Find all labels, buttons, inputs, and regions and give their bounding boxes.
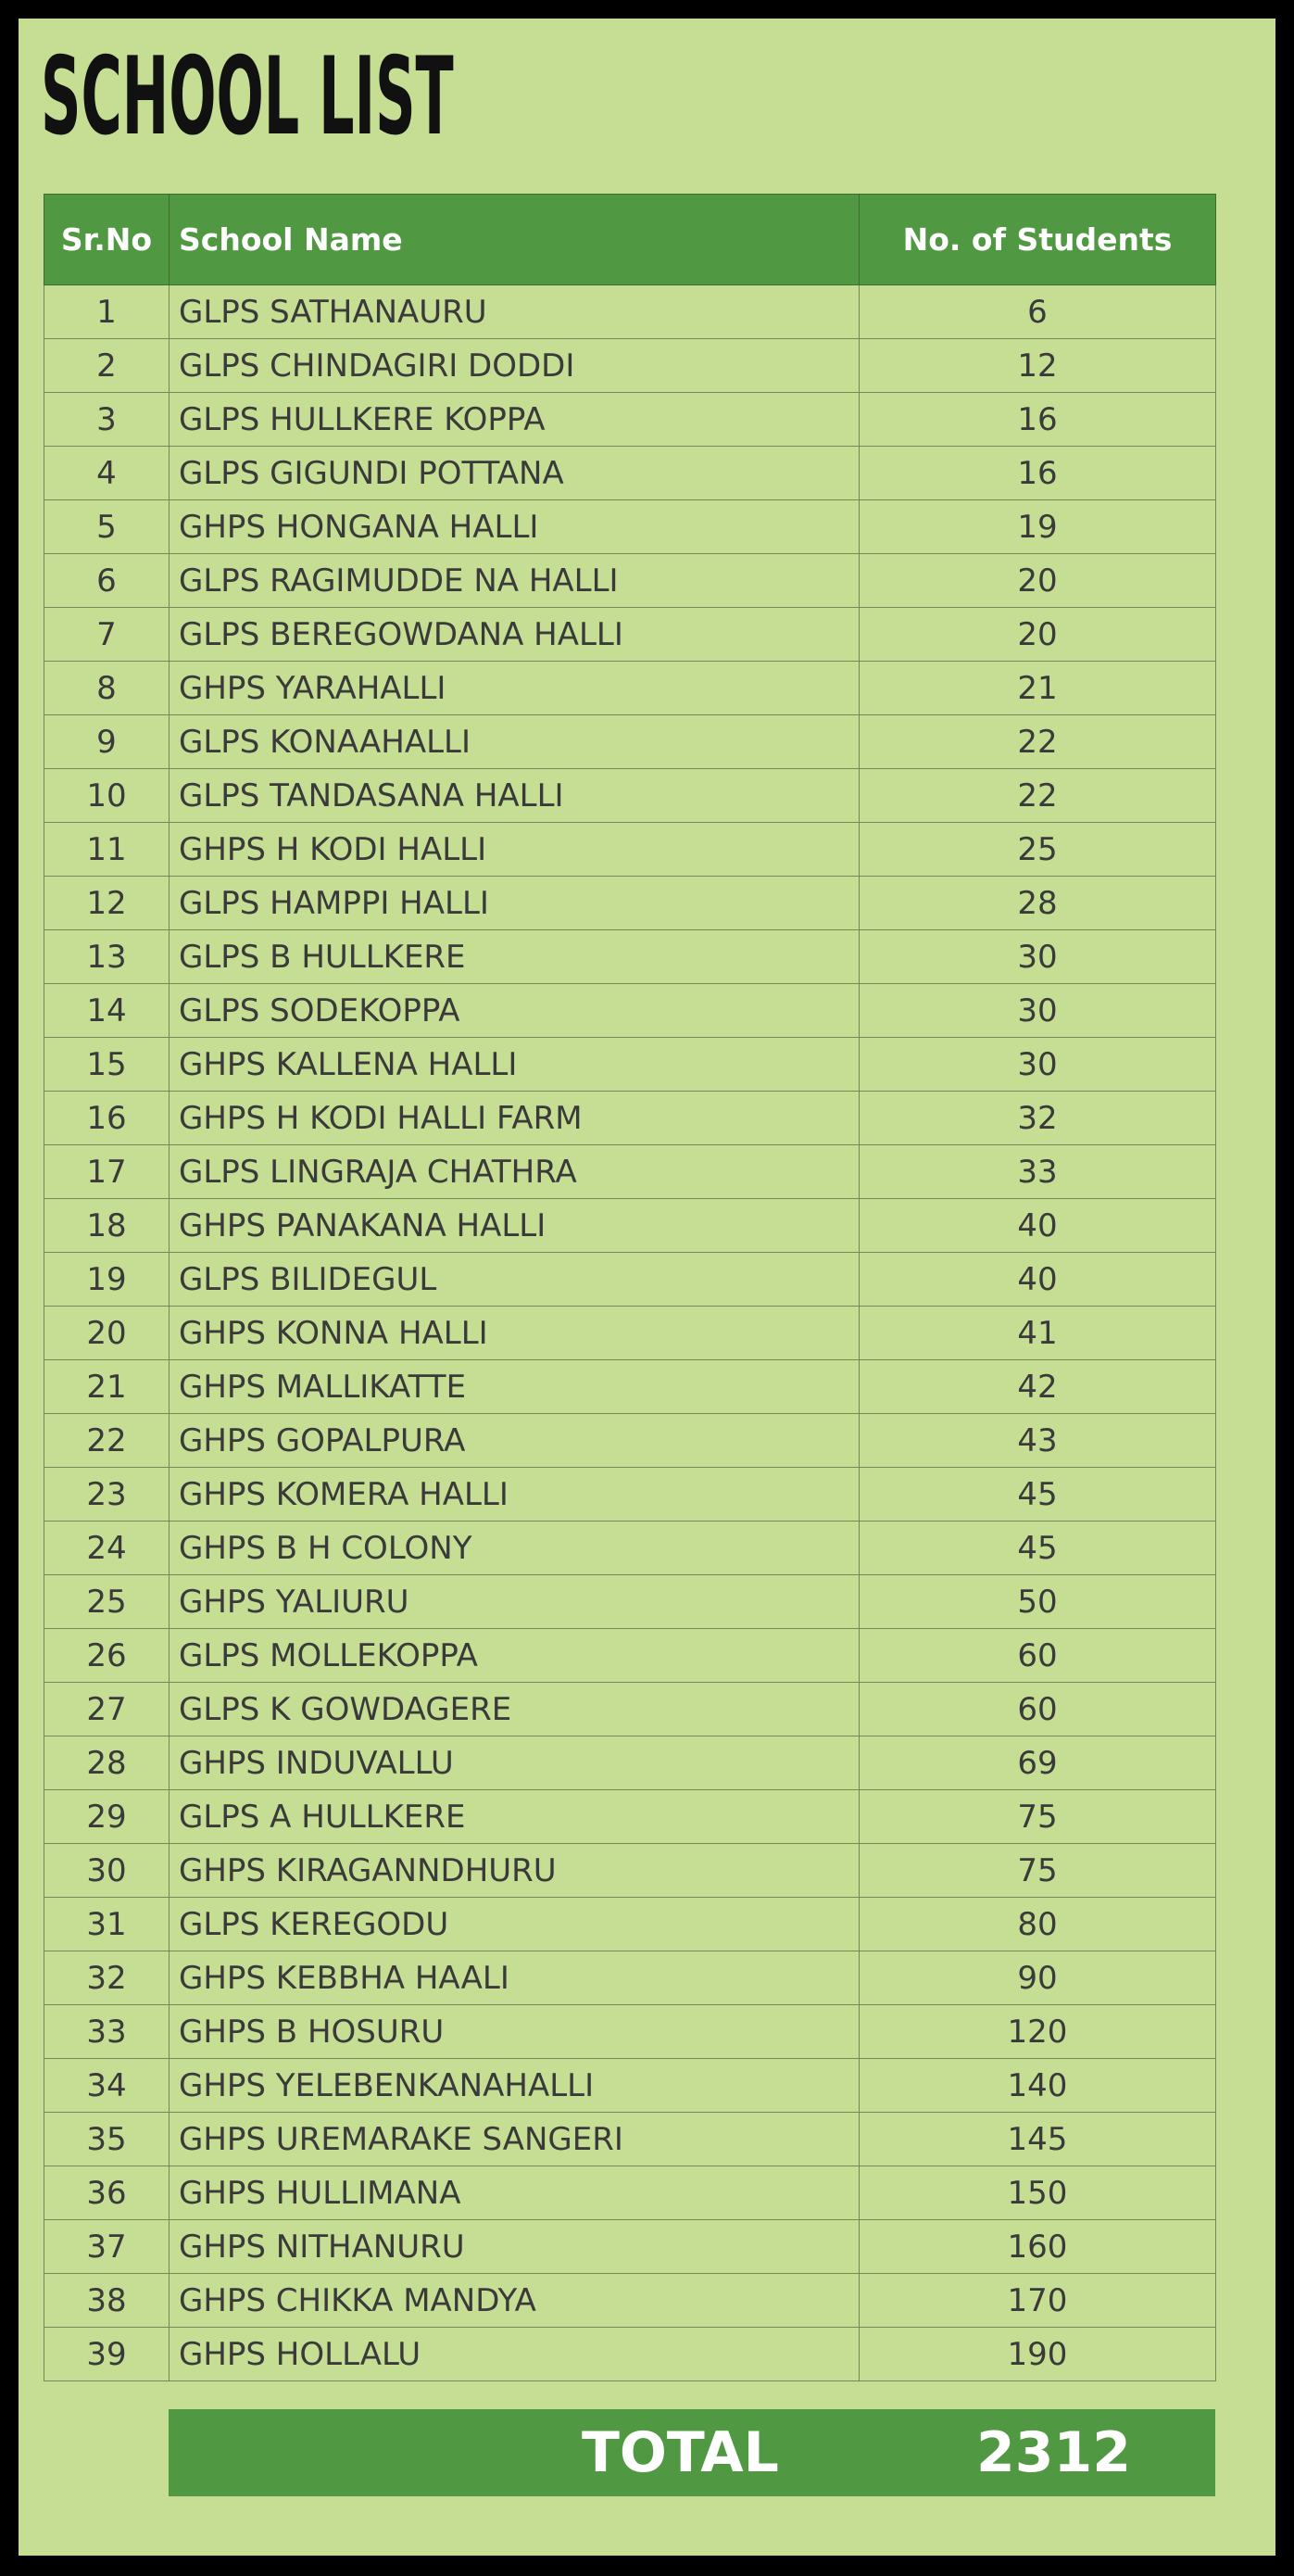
cell-student-count: 75 [860, 1844, 1216, 1898]
cell-srno: 7 [44, 608, 170, 662]
cell-student-count: 20 [860, 608, 1216, 662]
cell-school-name: GHPS YELEBENKANAHALLI [170, 2059, 860, 2113]
table-row [44, 769, 1216, 823]
table-row [44, 608, 1216, 662]
cell-school-name: GLPS MOLLEKOPPA [170, 1629, 860, 1683]
cell-student-count: 20 [860, 554, 1216, 608]
cell-school-name: GLPS TANDASANA HALLI [170, 769, 860, 823]
cell-school-name: GHPS B H COLONY [170, 1522, 860, 1575]
cell-student-count: 170 [860, 2274, 1216, 2328]
cell-srno: 12 [44, 877, 170, 930]
cell-student-count: 190 [860, 2328, 1216, 2381]
cell-srno: 26 [44, 1629, 170, 1683]
cell-srno: 34 [44, 2059, 170, 2113]
cell-student-count: 16 [860, 393, 1216, 447]
total-bar [169, 2409, 1215, 2496]
cell-student-count: 140 [860, 2059, 1216, 2113]
table-row [44, 1468, 1216, 1522]
cell-student-count: 45 [860, 1522, 1216, 1575]
table-row [44, 715, 1216, 769]
cell-srno: 35 [44, 2113, 170, 2166]
cell-srno: 1 [44, 285, 170, 339]
column-header-srno: Sr.No [44, 195, 170, 285]
table-row [44, 1736, 1216, 1790]
cell-srno: 27 [44, 1683, 170, 1736]
table-row [44, 1360, 1216, 1414]
cell-srno: 29 [44, 1790, 170, 1844]
cell-school-name: GHPS KOMERA HALLI [170, 1468, 860, 1522]
cell-student-count: 43 [860, 1414, 1216, 1468]
cell-srno: 11 [44, 823, 170, 877]
cell-school-name: GHPS HONGANA HALLI [170, 500, 860, 554]
cell-srno: 33 [44, 2005, 170, 2059]
cell-student-count: 19 [860, 500, 1216, 554]
table-row [44, 877, 1216, 930]
cell-srno: 5 [44, 500, 170, 554]
cell-school-name: GHPS H KODI HALLI [170, 823, 860, 877]
table-row [44, 285, 1216, 339]
column-header-school-name: School Name [170, 195, 860, 285]
cell-srno: 17 [44, 1145, 170, 1199]
cell-school-name: GLPS CHINDAGIRI DODDI [170, 339, 860, 393]
table-row [44, 1790, 1216, 1844]
cell-student-count: 40 [860, 1199, 1216, 1253]
cell-student-count: 41 [860, 1307, 1216, 1360]
cell-srno: 10 [44, 769, 170, 823]
cell-student-count: 69 [860, 1736, 1216, 1790]
cell-student-count: 160 [860, 2220, 1216, 2274]
cell-srno: 37 [44, 2220, 170, 2274]
cell-school-name: GHPS KALLENA HALLI [170, 1038, 860, 1092]
cell-student-count: 21 [860, 662, 1216, 715]
cell-student-count: 75 [860, 1790, 1216, 1844]
cell-school-name: GHPS KONNA HALLI [170, 1307, 860, 1360]
cell-srno: 19 [44, 1253, 170, 1307]
cell-school-name: GHPS HOLLALU [170, 2328, 860, 2381]
cell-srno: 21 [44, 1360, 170, 1414]
table-row [44, 447, 1216, 500]
table-row [44, 2328, 1216, 2381]
table-row [44, 662, 1216, 715]
cell-srno: 23 [44, 1468, 170, 1522]
cell-srno: 16 [44, 1092, 170, 1145]
table-row [44, 1199, 1216, 1253]
table-row [44, 554, 1216, 608]
table-row [44, 1038, 1216, 1092]
cell-srno: 2 [44, 339, 170, 393]
table-row [44, 1629, 1216, 1683]
cell-school-name: GHPS KIRAGANNDHURU [170, 1844, 860, 1898]
cell-school-name: GLPS B HULLKERE [170, 930, 860, 984]
cell-student-count: 40 [860, 1253, 1216, 1307]
table-row [44, 1683, 1216, 1736]
table-row [44, 1414, 1216, 1468]
cell-srno: 9 [44, 715, 170, 769]
cell-srno: 38 [44, 2274, 170, 2328]
cell-srno: 8 [44, 662, 170, 715]
cell-student-count: 120 [860, 2005, 1216, 2059]
cell-student-count: 30 [860, 984, 1216, 1038]
table-row [44, 2113, 1216, 2166]
cell-student-count: 32 [860, 1092, 1216, 1145]
cell-school-name: GLPS SODEKOPPA [170, 984, 860, 1038]
cell-srno: 18 [44, 1199, 170, 1253]
cell-student-count: 25 [860, 823, 1216, 877]
cell-school-name: GLPS KEREGODU [170, 1898, 860, 1951]
cell-school-name: GLPS LINGRAJA CHATHRA [170, 1145, 860, 1199]
cell-school-name: GHPS KEBBHA HAALI [170, 1951, 860, 2005]
cell-student-count: 16 [860, 447, 1216, 500]
cell-srno: 4 [44, 447, 170, 500]
cell-school-name: GHPS INDUVALLU [170, 1736, 860, 1790]
cell-school-name: GHPS B HOSURU [170, 2005, 860, 2059]
cell-srno: 25 [44, 1575, 170, 1629]
cell-srno: 13 [44, 930, 170, 984]
cell-school-name: GLPS KONAAHALLI [170, 715, 860, 769]
cell-srno: 39 [44, 2328, 170, 2381]
table-row [44, 1307, 1216, 1360]
cell-srno: 14 [44, 984, 170, 1038]
cell-school-name: GLPS SATHANAURU [170, 285, 860, 339]
table-row [44, 500, 1216, 554]
cell-srno: 15 [44, 1038, 170, 1092]
cell-srno: 24 [44, 1522, 170, 1575]
table-row [44, 984, 1216, 1038]
table-row [44, 2220, 1216, 2274]
cell-school-name: GHPS CHIKKA MANDYA [170, 2274, 860, 2328]
table-row [44, 393, 1216, 447]
table-row [44, 1898, 1216, 1951]
cell-school-name: GHPS HULLIMANA [170, 2166, 860, 2220]
cell-student-count: 30 [860, 930, 1216, 984]
cell-school-name: GHPS YALIURU [170, 1575, 860, 1629]
cell-srno: 20 [44, 1307, 170, 1360]
table-row [44, 1844, 1216, 1898]
table-row [44, 823, 1216, 877]
table-row [44, 1575, 1216, 1629]
cell-srno: 28 [44, 1736, 170, 1790]
table-row [44, 2274, 1216, 2328]
cell-school-name: GHPS H KODI HALLI FARM [170, 1092, 860, 1145]
cell-student-count: 42 [860, 1360, 1216, 1414]
table-row [44, 2005, 1216, 2059]
cell-student-count: 145 [860, 2113, 1216, 2166]
cell-school-name: GHPS YARAHALLI [170, 662, 860, 715]
cell-srno: 31 [44, 1898, 170, 1951]
cell-student-count: 33 [860, 1145, 1216, 1199]
cell-school-name: GLPS BILIDEGUL [170, 1253, 860, 1307]
cell-school-name: GHPS MALLIKATTE [170, 1360, 860, 1414]
total-label: TOTAL [582, 2420, 779, 2485]
school-table [44, 194, 1216, 2381]
cell-student-count: 6 [860, 285, 1216, 339]
cell-school-name: GLPS K GOWDAGERE [170, 1683, 860, 1736]
cell-student-count: 150 [860, 2166, 1216, 2220]
cell-school-name: GHPS PANAKANA HALLI [170, 1199, 860, 1253]
cell-srno: 30 [44, 1844, 170, 1898]
cell-student-count: 30 [860, 1038, 1216, 1092]
page-title: SCHOOL LIST [41, 34, 454, 159]
cell-student-count: 60 [860, 1629, 1216, 1683]
cell-student-count: 22 [860, 769, 1216, 823]
table-row [44, 2166, 1216, 2220]
table-row [44, 1253, 1216, 1307]
cell-school-name: GLPS BEREGOWDANA HALLI [170, 608, 860, 662]
cell-srno: 36 [44, 2166, 170, 2220]
cell-student-count: 12 [860, 339, 1216, 393]
cell-school-name: GLPS HULLKERE KOPPA [170, 393, 860, 447]
cell-student-count: 45 [860, 1468, 1216, 1522]
cell-student-count: 22 [860, 715, 1216, 769]
table-row [44, 339, 1216, 393]
cell-school-name: GHPS NITHANURU [170, 2220, 860, 2274]
table-row [44, 2059, 1216, 2113]
table-row [44, 1951, 1216, 2005]
table-row [44, 930, 1216, 984]
cell-school-name: GHPS GOPALPURA [170, 1414, 860, 1468]
total-value: 2312 [976, 2420, 1131, 2485]
cell-school-name: GLPS RAGIMUDDE NA HALLI [170, 554, 860, 608]
table-row [44, 1522, 1216, 1575]
cell-student-count: 28 [860, 877, 1216, 930]
cell-srno: 22 [44, 1414, 170, 1468]
table-row [44, 1145, 1216, 1199]
column-header-students: No. of Students [860, 195, 1216, 285]
cell-student-count: 60 [860, 1683, 1216, 1736]
cell-srno: 32 [44, 1951, 170, 2005]
cell-school-name: GHPS UREMARAKE SANGERI [170, 2113, 860, 2166]
cell-student-count: 90 [860, 1951, 1216, 2005]
cell-student-count: 50 [860, 1575, 1216, 1629]
cell-student-count: 80 [860, 1898, 1216, 1951]
table-header-row [44, 195, 1216, 285]
cell-srno: 3 [44, 393, 170, 447]
cell-school-name: GLPS HAMPPI HALLI [170, 877, 860, 930]
table-row [44, 1092, 1216, 1145]
cell-school-name: GLPS A HULLKERE [170, 1790, 860, 1844]
cell-srno: 6 [44, 554, 170, 608]
cell-school-name: GLPS GIGUNDI POTTANA [170, 447, 860, 500]
